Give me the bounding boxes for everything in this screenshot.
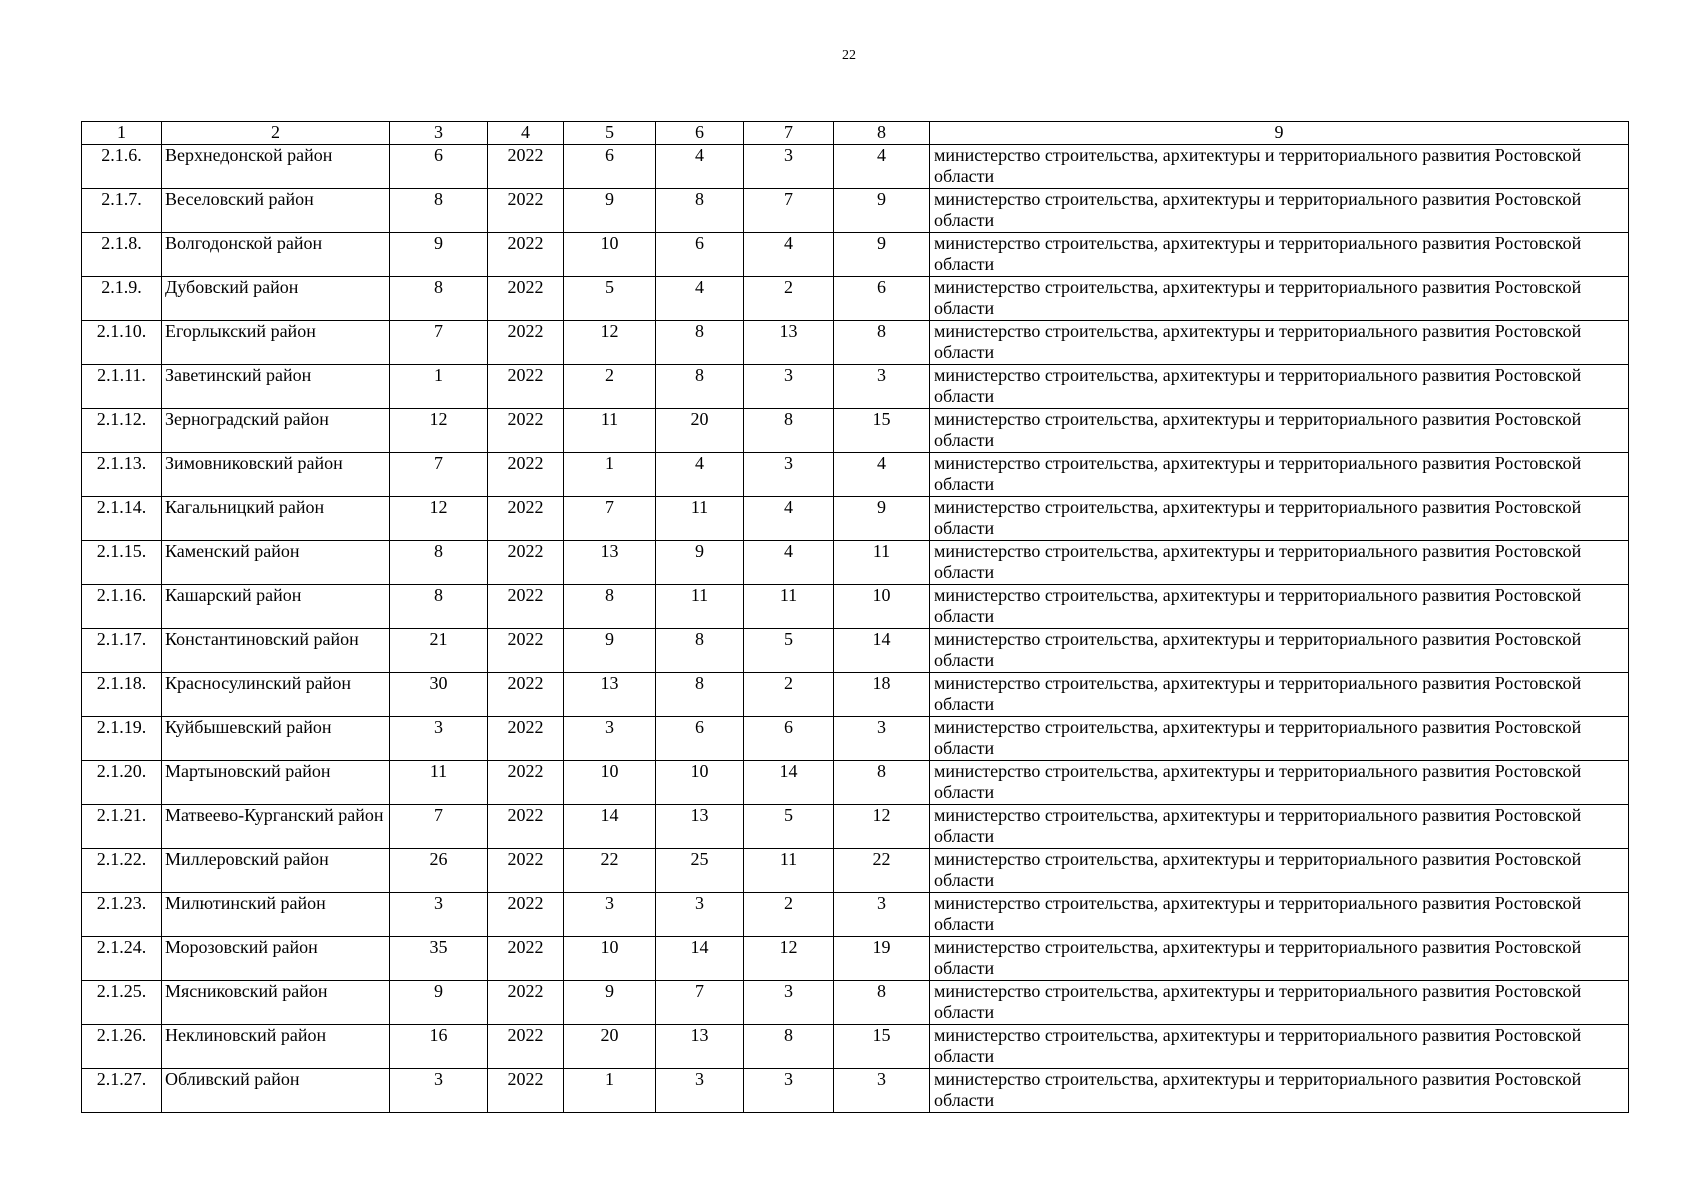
value-cell: 9 bbox=[564, 189, 656, 233]
year-cell: 2022 bbox=[488, 365, 564, 409]
responsible-org-cell: министерство строительства, архитектуры и территориального развития Ростовской области bbox=[930, 937, 1629, 981]
table-row bbox=[82, 673, 1629, 717]
value-cell: 3 bbox=[834, 717, 930, 761]
value-cell: 13 bbox=[656, 1025, 744, 1069]
value-cell: 9 bbox=[390, 981, 488, 1025]
value-cell: 7 bbox=[390, 321, 488, 365]
value-cell: 4 bbox=[656, 453, 744, 497]
district-name-cell: Егорлыкский район bbox=[162, 321, 390, 365]
year-cell: 2022 bbox=[488, 585, 564, 629]
year-cell: 2022 bbox=[488, 189, 564, 233]
value-cell: 22 bbox=[564, 849, 656, 893]
value-cell: 4 bbox=[744, 541, 834, 585]
year-cell: 2022 bbox=[488, 453, 564, 497]
responsible-org-cell: министерство строительства, архитектуры и территориального развития Ростовской области bbox=[930, 277, 1629, 321]
value-cell: 15 bbox=[834, 1025, 930, 1069]
value-cell: 10 bbox=[564, 937, 656, 981]
value-cell: 13 bbox=[564, 673, 656, 717]
value-cell: 4 bbox=[656, 145, 744, 189]
district-name-cell: Константиновский район bbox=[162, 629, 390, 673]
year-cell: 2022 bbox=[488, 233, 564, 277]
row-number-cell: 2.1.14. bbox=[82, 497, 162, 541]
table-row bbox=[82, 497, 1629, 541]
value-cell: 3 bbox=[744, 1069, 834, 1113]
value-cell: 12 bbox=[390, 497, 488, 541]
value-cell: 8 bbox=[390, 585, 488, 629]
value-cell: 14 bbox=[656, 937, 744, 981]
row-number-cell: 2.1.9. bbox=[82, 277, 162, 321]
value-cell: 8 bbox=[656, 365, 744, 409]
district-name-cell: Морозовский район bbox=[162, 937, 390, 981]
value-cell: 9 bbox=[656, 541, 744, 585]
table-row bbox=[82, 761, 1629, 805]
row-number-cell: 2.1.27. bbox=[82, 1069, 162, 1113]
value-cell: 13 bbox=[564, 541, 656, 585]
value-cell: 30 bbox=[390, 673, 488, 717]
header-cell: 9 bbox=[930, 122, 1629, 145]
row-number-cell: 2.1.8. bbox=[82, 233, 162, 277]
row-number-cell: 2.1.16. bbox=[82, 585, 162, 629]
value-cell: 3 bbox=[834, 365, 930, 409]
header-cell: 7 bbox=[744, 122, 834, 145]
responsible-org-cell: министерство строительства, архитектуры и территориального развития Ростовской области bbox=[930, 145, 1629, 189]
value-cell: 3 bbox=[744, 453, 834, 497]
district-name-cell: Миллеровский район bbox=[162, 849, 390, 893]
value-cell: 8 bbox=[564, 585, 656, 629]
responsible-org-cell: министерство строительства, архитектуры и территориального развития Ростовской области bbox=[930, 409, 1629, 453]
value-cell: 15 bbox=[834, 409, 930, 453]
year-cell: 2022 bbox=[488, 849, 564, 893]
value-cell: 3 bbox=[744, 981, 834, 1025]
value-cell: 8 bbox=[390, 277, 488, 321]
value-cell: 35 bbox=[390, 937, 488, 981]
row-number-cell: 2.1.13. bbox=[82, 453, 162, 497]
district-name-cell: Куйбышевский район bbox=[162, 717, 390, 761]
row-number-cell: 2.1.15. bbox=[82, 541, 162, 585]
district-name-cell: Красносулинский район bbox=[162, 673, 390, 717]
year-cell: 2022 bbox=[488, 497, 564, 541]
value-cell: 11 bbox=[744, 585, 834, 629]
header-cell: 5 bbox=[564, 122, 656, 145]
value-cell: 9 bbox=[834, 189, 930, 233]
value-cell: 11 bbox=[564, 409, 656, 453]
value-cell: 8 bbox=[390, 189, 488, 233]
responsible-org-cell: министерство строительства, архитектуры и территориального развития Ростовской области bbox=[930, 761, 1629, 805]
table-body bbox=[82, 122, 1629, 1113]
value-cell: 16 bbox=[390, 1025, 488, 1069]
district-name-cell: Матвеево-Курганский район bbox=[162, 805, 390, 849]
value-cell: 3 bbox=[390, 1069, 488, 1113]
header-cell: 2 bbox=[162, 122, 390, 145]
table-row bbox=[82, 453, 1629, 497]
value-cell: 6 bbox=[390, 145, 488, 189]
value-cell: 1 bbox=[390, 365, 488, 409]
responsible-org-cell: министерство строительства, архитектуры и территориального развития Ростовской области bbox=[930, 453, 1629, 497]
responsible-org-cell: министерство строительства, архитектуры и территориального развития Ростовской области bbox=[930, 365, 1629, 409]
table-row bbox=[82, 937, 1629, 981]
value-cell: 13 bbox=[744, 321, 834, 365]
year-cell: 2022 bbox=[488, 409, 564, 453]
row-number-cell: 2.1.10. bbox=[82, 321, 162, 365]
table-row bbox=[82, 541, 1629, 585]
responsible-org-cell: министерство строительства, архитектуры и территориального развития Ростовской области bbox=[930, 1025, 1629, 1069]
value-cell: 7 bbox=[656, 981, 744, 1025]
table-row bbox=[82, 145, 1629, 189]
table-row bbox=[82, 321, 1629, 365]
header-cell: 1 bbox=[82, 122, 162, 145]
value-cell: 6 bbox=[834, 277, 930, 321]
value-cell: 4 bbox=[834, 453, 930, 497]
year-cell: 2022 bbox=[488, 717, 564, 761]
year-cell: 2022 bbox=[488, 981, 564, 1025]
value-cell: 6 bbox=[656, 233, 744, 277]
responsible-org-cell: министерство строительства, архитектуры и территориального развития Ростовской области bbox=[930, 189, 1629, 233]
value-cell: 7 bbox=[390, 453, 488, 497]
year-cell: 2022 bbox=[488, 761, 564, 805]
value-cell: 12 bbox=[834, 805, 930, 849]
page-number: 22 bbox=[842, 48, 856, 63]
district-name-cell: Неклиновский район bbox=[162, 1025, 390, 1069]
table-row bbox=[82, 893, 1629, 937]
value-cell: 13 bbox=[656, 805, 744, 849]
responsible-org-cell: министерство строительства, архитектуры и территориального развития Ростовской области bbox=[930, 893, 1629, 937]
value-cell: 19 bbox=[834, 937, 930, 981]
year-cell: 2022 bbox=[488, 541, 564, 585]
row-number-cell: 2.1.11. bbox=[82, 365, 162, 409]
year-cell: 2022 bbox=[488, 277, 564, 321]
district-name-cell: Верхнедонской район bbox=[162, 145, 390, 189]
value-cell: 2 bbox=[744, 673, 834, 717]
row-number-cell: 2.1.18. bbox=[82, 673, 162, 717]
table-row bbox=[82, 277, 1629, 321]
row-number-cell: 2.1.6. bbox=[82, 145, 162, 189]
table-row bbox=[82, 717, 1629, 761]
responsible-org-cell: министерство строительства, архитектуры и территориального развития Ростовской области bbox=[930, 981, 1629, 1025]
table-row bbox=[82, 189, 1629, 233]
value-cell: 9 bbox=[564, 981, 656, 1025]
district-name-cell: Обливский район bbox=[162, 1069, 390, 1113]
table-row bbox=[82, 805, 1629, 849]
value-cell: 11 bbox=[656, 585, 744, 629]
value-cell: 12 bbox=[744, 937, 834, 981]
responsible-org-cell: министерство строительства, архитектуры и территориального развития Ростовской области bbox=[930, 673, 1629, 717]
header-cell: 6 bbox=[656, 122, 744, 145]
value-cell: 3 bbox=[744, 365, 834, 409]
row-number-cell: 2.1.22. bbox=[82, 849, 162, 893]
value-cell: 3 bbox=[390, 893, 488, 937]
value-cell: 14 bbox=[564, 805, 656, 849]
value-cell: 9 bbox=[390, 233, 488, 277]
value-cell: 9 bbox=[564, 629, 656, 673]
value-cell: 6 bbox=[564, 145, 656, 189]
value-cell: 3 bbox=[390, 717, 488, 761]
year-cell: 2022 bbox=[488, 321, 564, 365]
district-name-cell: Волгодонской район bbox=[162, 233, 390, 277]
row-number-cell: 2.1.24. bbox=[82, 937, 162, 981]
value-cell: 14 bbox=[744, 761, 834, 805]
responsible-org-cell: министерство строительства, архитектуры и территориального развития Ростовской области bbox=[930, 849, 1629, 893]
value-cell: 10 bbox=[564, 233, 656, 277]
year-cell: 2022 bbox=[488, 629, 564, 673]
table-row bbox=[82, 365, 1629, 409]
value-cell: 11 bbox=[834, 541, 930, 585]
row-number-cell: 2.1.21. bbox=[82, 805, 162, 849]
value-cell: 7 bbox=[564, 497, 656, 541]
row-number-cell: 2.1.25. bbox=[82, 981, 162, 1025]
value-cell: 1 bbox=[564, 1069, 656, 1113]
row-number-cell: 2.1.7. bbox=[82, 189, 162, 233]
table-row bbox=[82, 585, 1629, 629]
value-cell: 3 bbox=[744, 145, 834, 189]
responsible-org-cell: министерство строительства, архитектуры и территориального развития Ростовской области bbox=[930, 717, 1629, 761]
value-cell: 8 bbox=[656, 321, 744, 365]
value-cell: 3 bbox=[564, 717, 656, 761]
responsible-org-cell: министерство строительства, архитектуры и территориального развития Ростовской области bbox=[930, 541, 1629, 585]
value-cell: 8 bbox=[834, 321, 930, 365]
district-name-cell: Зерноградский район bbox=[162, 409, 390, 453]
district-name-cell: Каменский район bbox=[162, 541, 390, 585]
value-cell: 5 bbox=[744, 629, 834, 673]
value-cell: 7 bbox=[744, 189, 834, 233]
district-name-cell: Милютинский район bbox=[162, 893, 390, 937]
district-name-cell: Мясниковский район bbox=[162, 981, 390, 1025]
value-cell: 5 bbox=[564, 277, 656, 321]
value-cell: 8 bbox=[656, 673, 744, 717]
responsible-org-cell: министерство строительства, архитектуры и территориального развития Ростовской области bbox=[930, 321, 1629, 365]
header-cell: 3 bbox=[390, 122, 488, 145]
responsible-org-cell: министерство строительства, архитектуры и территориального развития Ростовской области bbox=[930, 805, 1629, 849]
value-cell: 4 bbox=[834, 145, 930, 189]
district-name-cell: Заветинский район bbox=[162, 365, 390, 409]
value-cell: 11 bbox=[390, 761, 488, 805]
district-name-cell: Кагальницкий район bbox=[162, 497, 390, 541]
responsible-org-cell: министерство строительства, архитектуры и территориального развития Ростовской области bbox=[930, 1069, 1629, 1113]
value-cell: 12 bbox=[390, 409, 488, 453]
district-name-cell: Кашарский район bbox=[162, 585, 390, 629]
value-cell: 2 bbox=[564, 365, 656, 409]
row-number-cell: 2.1.19. bbox=[82, 717, 162, 761]
value-cell: 8 bbox=[656, 189, 744, 233]
row-number-cell: 2.1.26. bbox=[82, 1025, 162, 1069]
value-cell: 18 bbox=[834, 673, 930, 717]
value-cell: 3 bbox=[656, 1069, 744, 1113]
value-cell: 6 bbox=[744, 717, 834, 761]
year-cell: 2022 bbox=[488, 1025, 564, 1069]
value-cell: 26 bbox=[390, 849, 488, 893]
responsible-org-cell: министерство строительства, архитектуры и территориального развития Ростовской области bbox=[930, 629, 1629, 673]
value-cell: 3 bbox=[656, 893, 744, 937]
value-cell: 5 bbox=[744, 805, 834, 849]
table-row bbox=[82, 233, 1629, 277]
value-cell: 8 bbox=[834, 761, 930, 805]
year-cell: 2022 bbox=[488, 893, 564, 937]
value-cell: 10 bbox=[564, 761, 656, 805]
district-name-cell: Веселовский район bbox=[162, 189, 390, 233]
row-number-cell: 2.1.17. bbox=[82, 629, 162, 673]
value-cell: 22 bbox=[834, 849, 930, 893]
table-row bbox=[82, 409, 1629, 453]
table-row bbox=[82, 1069, 1629, 1113]
value-cell: 2 bbox=[744, 277, 834, 321]
value-cell: 10 bbox=[834, 585, 930, 629]
district-name-cell: Мартыновский район bbox=[162, 761, 390, 805]
table-row bbox=[82, 849, 1629, 893]
row-number-cell: 2.1.12. bbox=[82, 409, 162, 453]
value-cell: 8 bbox=[744, 409, 834, 453]
table-row bbox=[82, 1025, 1629, 1069]
district-name-cell: Зимовниковский район bbox=[162, 453, 390, 497]
value-cell: 20 bbox=[564, 1025, 656, 1069]
value-cell: 25 bbox=[656, 849, 744, 893]
responsible-org-cell: министерство строительства, архитектуры и территориального развития Ростовской области bbox=[930, 233, 1629, 277]
value-cell: 8 bbox=[834, 981, 930, 1025]
row-number-cell: 2.1.20. bbox=[82, 761, 162, 805]
value-cell: 4 bbox=[744, 497, 834, 541]
data-table bbox=[81, 121, 1629, 1113]
table-row bbox=[82, 629, 1629, 673]
value-cell: 20 bbox=[656, 409, 744, 453]
value-cell: 9 bbox=[834, 497, 930, 541]
year-cell: 2022 bbox=[488, 673, 564, 717]
year-cell: 2022 bbox=[488, 145, 564, 189]
header-row bbox=[82, 122, 1629, 145]
value-cell: 9 bbox=[834, 233, 930, 277]
header-cell: 4 bbox=[488, 122, 564, 145]
value-cell: 14 bbox=[834, 629, 930, 673]
value-cell: 11 bbox=[656, 497, 744, 541]
table-row bbox=[82, 981, 1629, 1025]
value-cell: 4 bbox=[744, 233, 834, 277]
value-cell: 1 bbox=[564, 453, 656, 497]
value-cell: 8 bbox=[656, 629, 744, 673]
value-cell: 8 bbox=[390, 541, 488, 585]
responsible-org-cell: министерство строительства, архитектуры и территориального развития Ростовской области bbox=[930, 497, 1629, 541]
value-cell: 8 bbox=[744, 1025, 834, 1069]
responsible-org-cell: министерство строительства, архитектуры и территориального развития Ростовской области bbox=[930, 585, 1629, 629]
year-cell: 2022 bbox=[488, 805, 564, 849]
value-cell: 3 bbox=[834, 893, 930, 937]
value-cell: 4 bbox=[656, 277, 744, 321]
value-cell: 3 bbox=[564, 893, 656, 937]
row-number-cell: 2.1.23. bbox=[82, 893, 162, 937]
year-cell: 2022 bbox=[488, 937, 564, 981]
value-cell: 12 bbox=[564, 321, 656, 365]
year-cell: 2022 bbox=[488, 1069, 564, 1113]
value-cell: 7 bbox=[390, 805, 488, 849]
value-cell: 11 bbox=[744, 849, 834, 893]
value-cell: 21 bbox=[390, 629, 488, 673]
value-cell: 6 bbox=[656, 717, 744, 761]
header-cell: 8 bbox=[834, 122, 930, 145]
value-cell: 2 bbox=[744, 893, 834, 937]
district-name-cell: Дубовский район bbox=[162, 277, 390, 321]
value-cell: 3 bbox=[834, 1069, 930, 1113]
value-cell: 10 bbox=[656, 761, 744, 805]
